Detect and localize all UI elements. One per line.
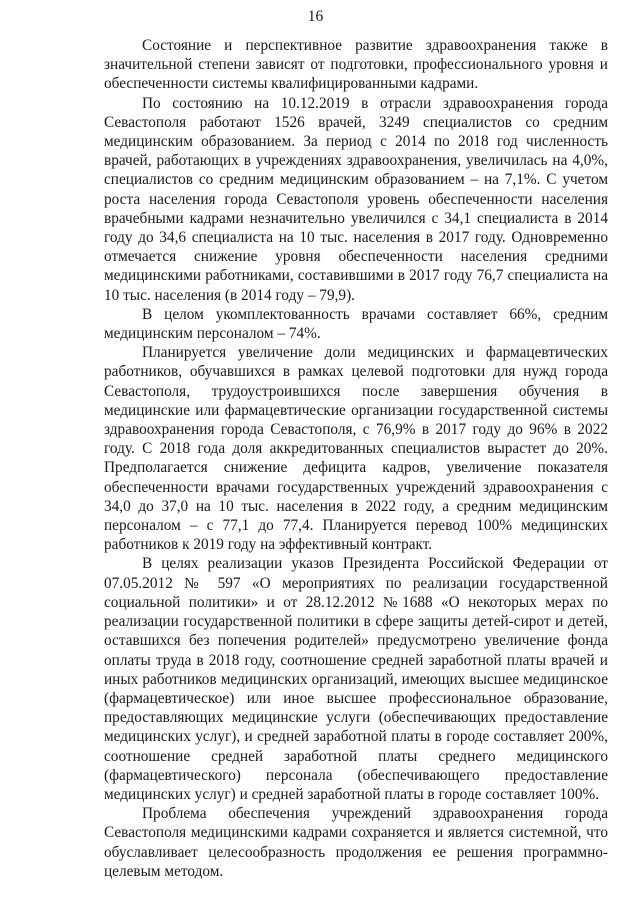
paragraph-staffing-level: В целом укомплектованность врачами составляет 66%, средним медицинским персоналом – 74%. — [104, 305, 608, 343]
paragraph-staff-statistics: По состоянию на 10.12.2019 в отрасли здравоохранения города Севастополя работают 1526 врачей, 3249 специалистов со средним медицинским образованием. За период с 2014 по 2018 год численность врачей, работающих в учреждениях здравоохранения, увеличилась на 4,0%, специалистов со средним медицинским образованием – на 7,1%. С учетом роста населения города Севастополя уровень обеспеченности населения врачебными кадрами незначительно увеличился с 34,1 специалиста в 2014 году до 34,6 специалиста на 10 тыс. населения в 2017 году. Одновременно отмечается снижение уровня обеспеченности населения средними медицинскими работниками, составившими в 2017 году 76,7 специалиста на 10 тыс. населения (в 2014 году – 79,9). — [104, 94, 608, 304]
page-number: 16 — [307, 8, 324, 25]
document-body — [104, 36, 608, 881]
paragraph-problem-statement: Проблема обеспечения учреждений здравоохранения города Севастополя медицинскими кадрами сохраняется и является системной, что обуславливает целесообразность продолжения ее решения программно-целевым методом. — [104, 805, 608, 880]
paragraph-planned-targets: Планируется увеличение доли медицинских и фармацевтических работников, обучавшихся в рамках целевой подготовки для нужд города Севастополя, трудоустроившихся после завершения обучения в медицинские или фармацевтические организации государственной системы здравоохранения города Севастополя, с 76,9% в 2017 году до 96% в 2022 году. С 2018 года доля аккредитованных специалистов вырастет до 20%. Предполагается снижение дефицита кадров, увеличение показателя обеспеченности врачами государственных учреждений здравоохранения с 34,0 до 37,0 на 10 тыс. населения в 2022 году, а средним медицинским персоналом – с 77,1 до 77,4. Планируется перевод 100% медицинских работников к 2019 году на эффективный контракт. — [104, 344, 608, 554]
paragraph-staffing-intro: Состояние и перспективное развитие здравоохранения также в значительной степени зависят от подготовки, профессионального уровня и обеспеченности системы квалифицированными кадрами. — [104, 37, 608, 93]
paragraph-presidential-decrees: В целях реализации указов Президента Российской Федерации от 07.05.2012 № 597 «О мероприятиях по реализации государственной социальной политики» и от 28.12.2012 №1688 «О некоторых мерах по реализации государственной политики в сфере защиты детей-сирот и детей, оставшихся без попечения родителей» предусмотрено увеличение фонда оплаты труда в 2018 году, соотношение средней заработной платы врачей и иных работников медицинских организаций, имеющих высшее медицинское (фармацевтическое) или иное высшее профессиональное образование, предоставляющих медицинские услуги (обеспечивающих предоставление медицинских услуг), и средней заработной платы в городе составляет 200%, соотношение средней заработной платы среднего медицинского (фармацевтического) персонала (обеспечивающего предоставление медицинских услуг) и средней заработной платы в городе составляет 100%. — [104, 555, 608, 803]
